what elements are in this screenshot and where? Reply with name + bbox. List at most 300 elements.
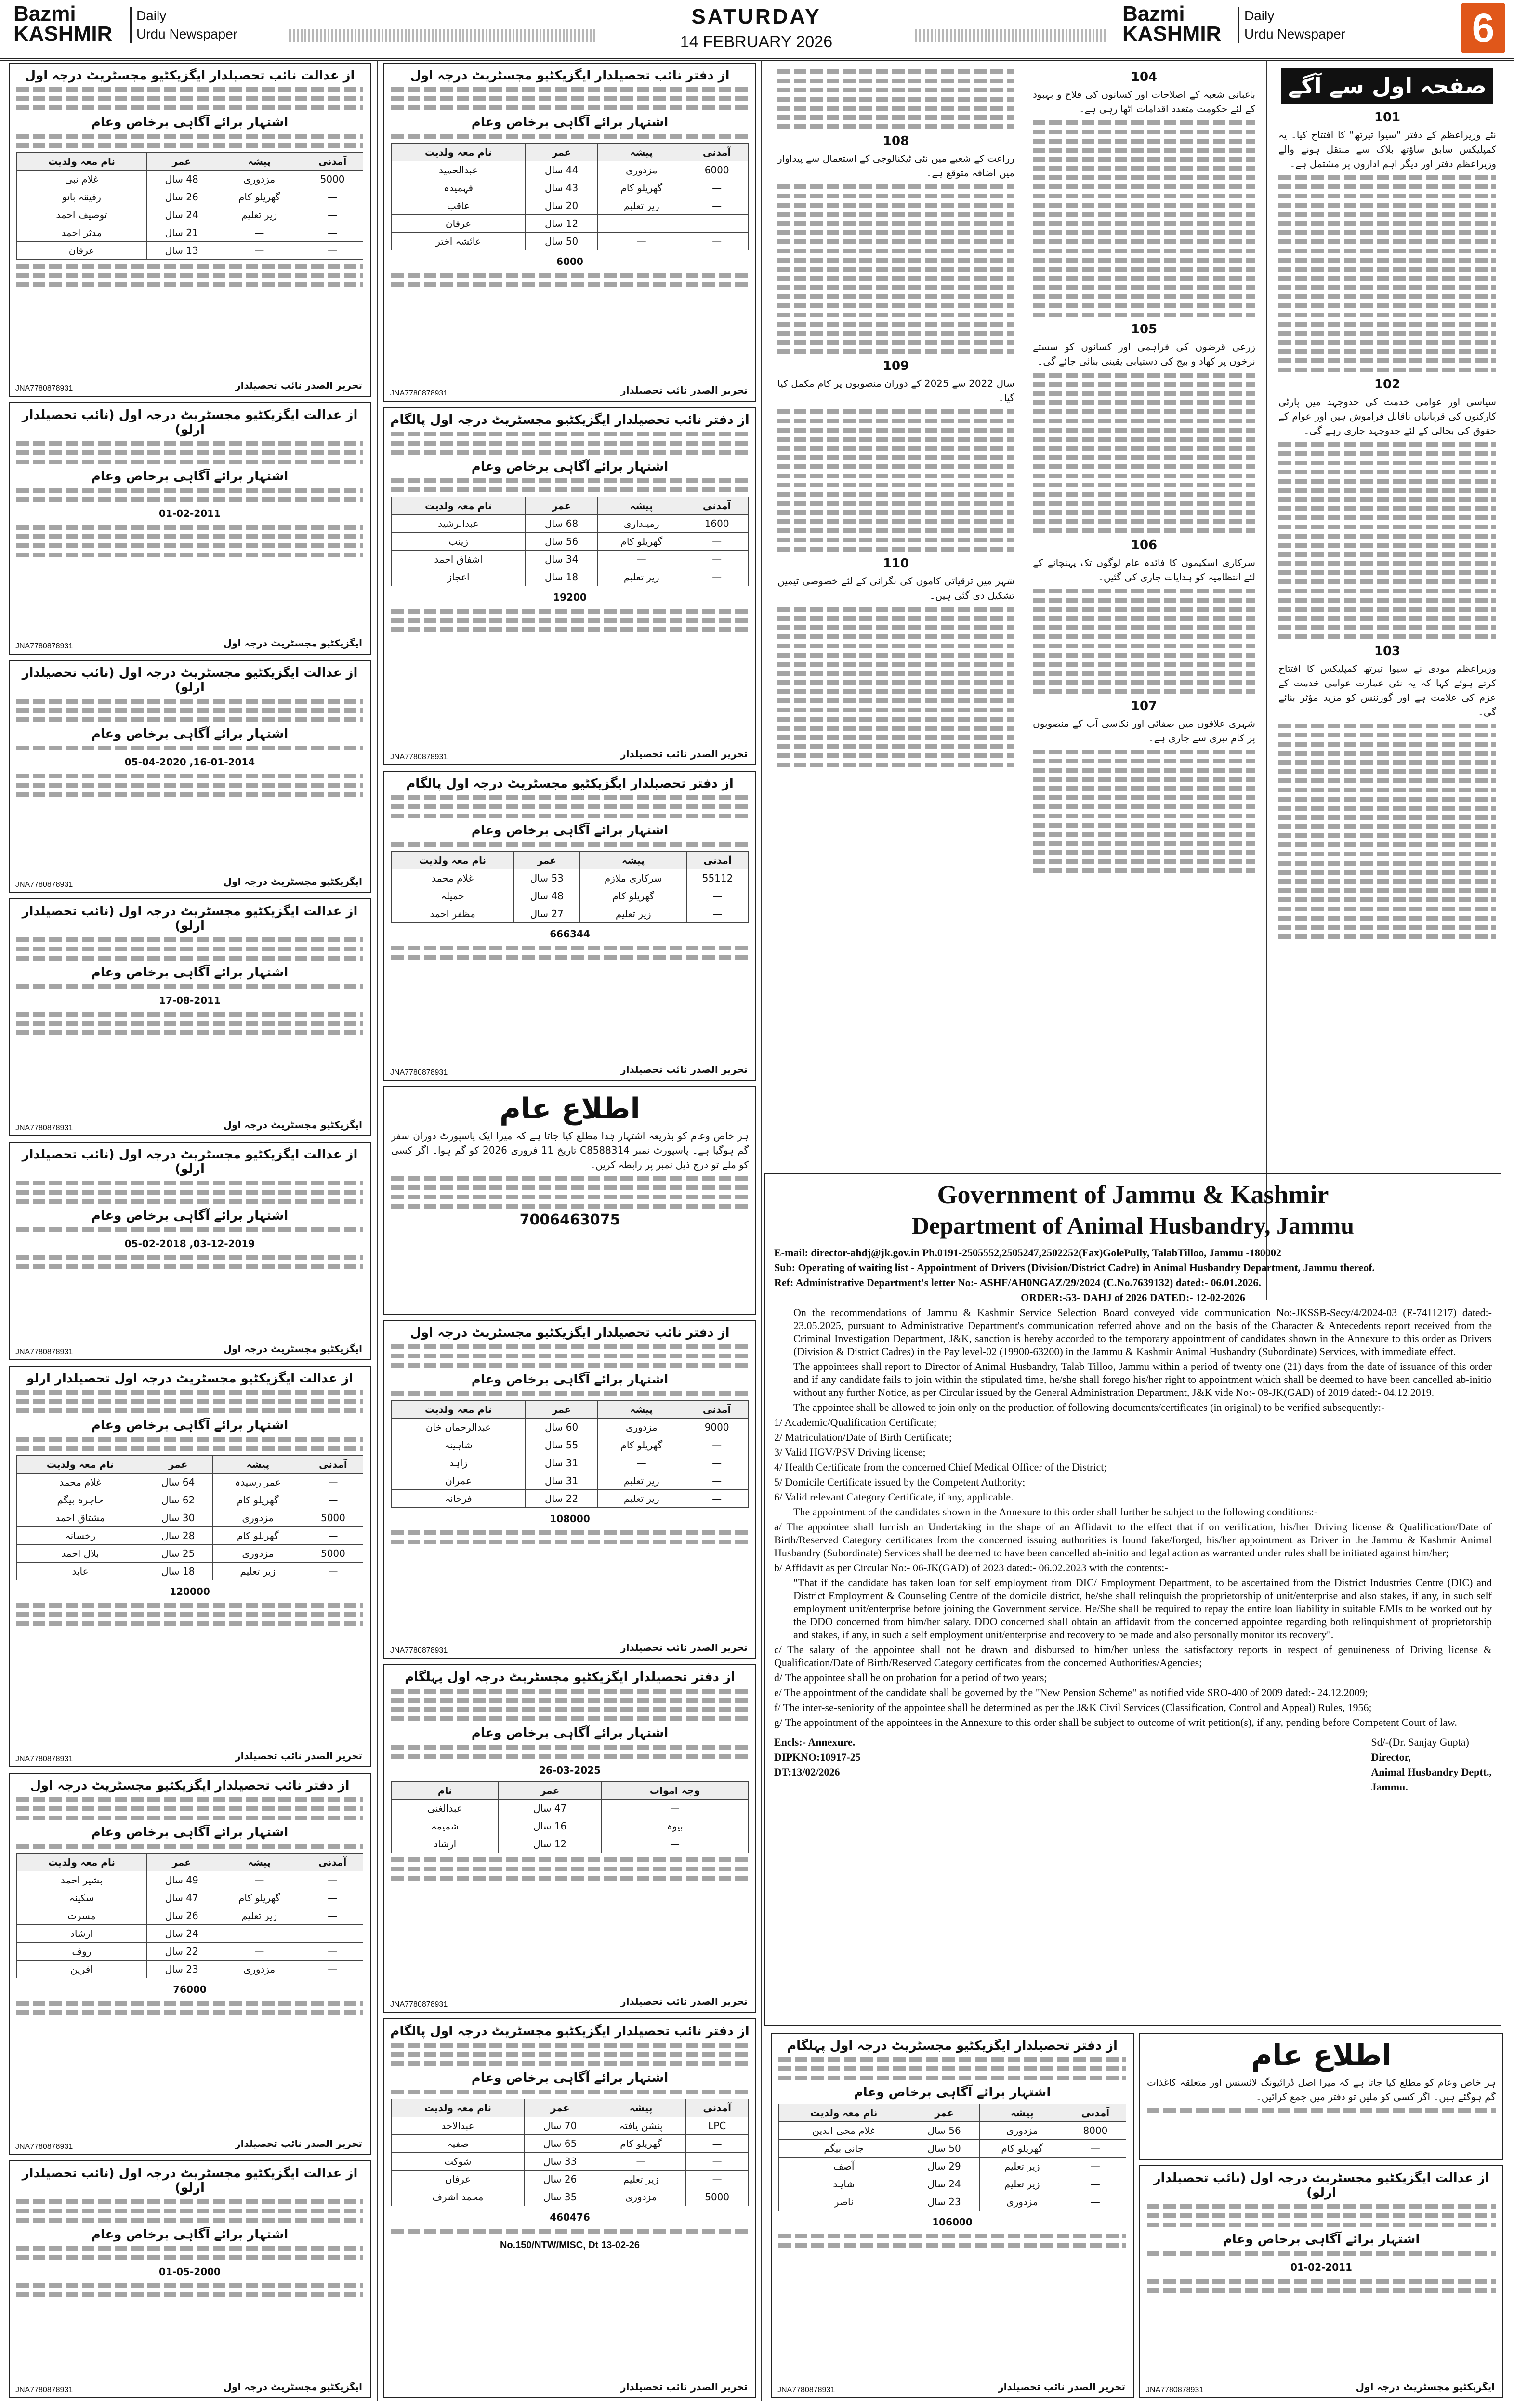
gov-paragraph: The appointment of the candidates shown in the Annexure to this order shall further be subject to the following conditions:- bbox=[793, 1506, 1318, 1518]
public-notice-box bbox=[383, 1086, 756, 1315]
notice-text-lines bbox=[778, 2057, 1126, 2080]
family-table bbox=[391, 2099, 749, 2206]
notice-title: از دفتر نائب تحصیلدار ایگزیکٹیو مجسٹریٹ درجہ اول پالگام bbox=[390, 413, 750, 427]
notice-text-lines bbox=[16, 525, 363, 557]
story-text-lines bbox=[1278, 724, 1496, 939]
notice-ref-number: No.150/NTW/MISC, Dt 13-02-26 bbox=[500, 2240, 640, 2250]
notice-text-lines bbox=[391, 134, 749, 139]
gov-dipk-number: DIPKNO:10917-25 bbox=[774, 1751, 861, 1763]
table-row: 5000 مزدوری 30 سال مشتاق احمد bbox=[17, 1509, 363, 1527]
page-number: 6 bbox=[1461, 3, 1505, 53]
public-notice-text: ہر خاص وعام کو مطلع کیا جاتا ہے کہ میرا اصل ڈرائیونگ لائسنس اور متعلقہ کاغذات گم ہوگئے ہیں۔ اگر کسی کو ملیں تو دفتر میں جمع کرائیں۔ bbox=[1147, 2077, 1496, 2103]
brand-tagline-right bbox=[1238, 7, 1345, 43]
front-page-continued bbox=[1272, 65, 1503, 1168]
notice-title: از دفتر تحصیلدار ایگزیکٹیو مجسٹریٹ درجہ اول پالگام bbox=[406, 776, 734, 791]
notice-amount: 106000 bbox=[932, 2216, 973, 2228]
notice-signature: تحریر الصدر نائب تحصیلدار bbox=[235, 380, 362, 391]
notice-text-lines bbox=[16, 2283, 363, 2297]
table-row: — زیر تعلیم 18 سال عابد bbox=[17, 1563, 363, 1580]
story-text: شہر میں ترقیاتی کاموں کی نگرانی کے لئے خصوصی ٹیمیں تشکیل دی گئی ہیں۔ bbox=[777, 575, 1014, 601]
table-header: آمدنی bbox=[685, 1401, 749, 1419]
family-table bbox=[391, 497, 749, 586]
notice-title: از عدالت ایگزیکٹیو مجسٹریٹ درجہ اول (نائب تحصیلدار ارلو) bbox=[1153, 2171, 1489, 2200]
notice-title: از دفتر تحصیلدار ایگزیکٹیو مجسٹریٹ درجہ اول پہلگام bbox=[787, 2039, 1118, 2053]
gov-condition: b/ Affidavit as per Circular No:- 06-JK(GAD) of 2023 dated:- 06.02.2023 with the contents:- bbox=[774, 1562, 1168, 1574]
story-text: سیاسی اور عوامی خدمت کی جدوجہد میں پارٹی کارکنوں کی قربانیاں ناقابل فراموش ہیں اور عوام کے حقوق کی بحالی کے لئے جدوجہد جاری رہے گی۔ bbox=[1278, 396, 1496, 436]
public-notice-title: اطلاع عام bbox=[499, 1092, 640, 1126]
notice-dates: 17-08-2011 bbox=[159, 995, 221, 1006]
brand-daily: Daily bbox=[136, 8, 167, 23]
notice-text-lines bbox=[391, 2043, 749, 2066]
story-text: وزیراعظم مودی نے سیوا تیرتھ کمپلیکس کا افتتاح کرتے ہوئے کہا کہ یہ نئی عمارت عوامی خدمت کے عزم کی علامت ہے اور گورننس کو مزید مؤثر بنائے گی۔ bbox=[1278, 663, 1496, 718]
story-number: 110 bbox=[882, 556, 909, 571]
notice-text-lines bbox=[16, 937, 363, 961]
family-table bbox=[391, 143, 749, 250]
gov-doc-item: 4/ Health Certificate from the concerned Chief Medical Officer of the District; bbox=[774, 1461, 1107, 1473]
notice-subtitle: اشتہار برائے آگاہی برخاص وعام bbox=[91, 469, 289, 484]
notice-text-lines bbox=[16, 441, 363, 464]
gov-doc-item: 6/ Valid relevant Category Certificate, if any, applicable. bbox=[774, 1491, 1014, 1503]
table-row: — — 24 سال ارشاد bbox=[17, 1925, 363, 1943]
notice-subtitle: اشتہار برائے آگاہی برخاص وعام bbox=[471, 2071, 669, 2085]
table-row: — — 33 سال شوکت bbox=[392, 2153, 749, 2171]
notice-text-lines bbox=[1147, 2251, 1496, 2256]
table-row: — — 50 سال عائشہ اختر bbox=[392, 233, 749, 250]
notice-dates: 01-02-2011 bbox=[1290, 2262, 1352, 2273]
table-header: نام معہ ولدیت bbox=[392, 852, 514, 869]
notice-text-lines bbox=[391, 1391, 749, 1396]
table-row: — گھریلو کام 50 سال جانی بیگم bbox=[779, 2140, 1126, 2158]
notice-ref: JNA7780878931 bbox=[15, 2386, 73, 2394]
notice-dates: 03-12-2019, 05-02-2018 bbox=[124, 1238, 255, 1250]
table-header: آمدنی bbox=[302, 153, 363, 171]
table-row: — گھریلو کام 56 سال زینب bbox=[392, 533, 749, 551]
notice-title: از دفتر تحصیلدار ایگزیکٹیو مجسٹریٹ درجہ اول پہلگام bbox=[405, 1670, 735, 1684]
notice-box bbox=[383, 2018, 756, 2398]
notice-subtitle: اشتہار برائے آگاہی برخاص وعام bbox=[471, 823, 669, 838]
notice-subtitle: اشتہار برائے آگاہی برخاص وعام bbox=[471, 1372, 669, 1387]
table-row: — عمر رسیدہ 64 سال غلام محمد bbox=[17, 1474, 363, 1491]
notice-text-lines bbox=[16, 2199, 363, 2223]
gov-paragraph: The appointees shall report to Director of Animal Husbandry, Talab Tilloo, Jammu within a period of twenty one (21) days from the date of issuance of this order and if any candidate fails to join within the stipulated time, he/she shall forego his/her right to appointment which shall be deemed to have been cancelled ab-initio without any further Notice, as per Circular issued by the General Administration Department, J&K vide No:- 08-JK(GAD) of 2019 dated:- 04.12.2019. bbox=[793, 1360, 1492, 1398]
story-text-lines bbox=[1033, 589, 1255, 694]
notice-signature: ایگزیکٹیو مجسٹریٹ درجہ اول bbox=[223, 637, 362, 649]
notice-box bbox=[383, 1664, 756, 2013]
table-header: نام معہ ولدیت bbox=[392, 497, 526, 515]
brand-daily-right: Daily bbox=[1244, 8, 1275, 23]
notice-amount: 76000 bbox=[173, 1984, 207, 1995]
notice-text-lines bbox=[16, 1227, 363, 1232]
table-row: — مزدوری 23 سال افرین bbox=[17, 1961, 363, 1978]
notice-ref: JNA7780878931 bbox=[15, 1124, 73, 1132]
table-header: نام معہ ولدیت bbox=[779, 2104, 909, 2122]
table-row: — گھریلو کام 26 سال رفیقہ بانو bbox=[17, 188, 363, 206]
story-number: 101 bbox=[1374, 110, 1401, 125]
table-row: — گھریلو کام 28 سال رخسانہ bbox=[17, 1527, 363, 1545]
notice-text-lines bbox=[391, 2229, 749, 2234]
notice-amount: 666344 bbox=[550, 928, 590, 940]
notice-box bbox=[383, 63, 756, 402]
brand-name-2: KASHMIR bbox=[13, 22, 113, 46]
notice-subtitle: اشتہار برائے آگاہی برخاص وعام bbox=[91, 727, 289, 741]
notice-dates: 26-03-2025 bbox=[539, 1764, 601, 1776]
table-row: LPC پنشن یافتہ 70 سال عبدالاحد bbox=[392, 2117, 749, 2135]
table-row: — زیر تعلیم 20 سال عاقب bbox=[392, 197, 749, 215]
story-text: شہری علاقوں میں صفائی اور نکاسی آب کے منصوبوں پر کام تیزی سے جاری ہے۔ bbox=[1033, 718, 1255, 744]
story-number: 109 bbox=[882, 359, 909, 373]
table-header: نام معہ ولدیت bbox=[392, 144, 526, 161]
story-text-lines bbox=[1278, 442, 1496, 639]
table-header: نام معہ ولدیت bbox=[392, 2099, 525, 2117]
notice-title: از عدالت نائب تحصیلدار ایگزیکٹیو مجسٹریٹ درجہ اول bbox=[25, 68, 355, 83]
notice-title: از عدالت ایگزیکٹیو مجسٹریٹ درجہ اول (نائب تحصیلدار ارلو) bbox=[22, 2166, 358, 2195]
family-table bbox=[16, 152, 363, 260]
table-row: 9000 مزدوری 60 سال عبدالرحمان خان bbox=[392, 1419, 749, 1436]
gov-title: Government of Jammu & Kashmir bbox=[937, 1180, 1329, 1209]
table-header: آمدنی bbox=[1065, 2104, 1126, 2122]
notice-box bbox=[9, 402, 371, 655]
notice-text-lines bbox=[16, 1012, 363, 1035]
table-header: عمر bbox=[526, 1401, 598, 1419]
notice-subtitle: اشتہار برائے آگاہی برخاص وعام bbox=[91, 1825, 289, 1840]
notice-ref: JNA7780878931 bbox=[15, 2143, 73, 2151]
brand-name-2-right: KASHMIR bbox=[1122, 22, 1222, 46]
gov-condition: e/ The appointment of the candidate shall be governed by the "New Pension Scheme" as notified vide SRO-400 of 2009 dated:- 24.12.2009; bbox=[774, 1686, 1368, 1698]
notice-subtitle: اشتہار برائے آگاہی برخاص وعام bbox=[1223, 2232, 1420, 2247]
notice-box bbox=[9, 1773, 371, 2155]
table-header: نام معہ ولدیت bbox=[17, 1854, 147, 1871]
news-column-a bbox=[771, 65, 1021, 1168]
column-rule bbox=[761, 60, 762, 2401]
table-header: نام معہ ولدیت bbox=[17, 153, 147, 171]
brand-urdu-newspaper: Urdu Newspaper bbox=[136, 26, 238, 41]
table-header: عمر bbox=[526, 144, 598, 161]
column-rule bbox=[1266, 60, 1267, 1300]
notice-text-lines bbox=[391, 1176, 749, 1209]
table-header: پیشہ bbox=[212, 1456, 303, 1474]
notice-signature: تحریر الصدر نائب تحصیلدار bbox=[620, 1996, 748, 2007]
table-row: 1600 زمینداری 68 سال عبدالرشید bbox=[392, 515, 749, 533]
brand-left bbox=[13, 4, 112, 44]
notice-amount: 6000 bbox=[556, 256, 583, 267]
brand-right bbox=[1122, 4, 1221, 44]
notice-text-lines bbox=[16, 488, 363, 502]
issue-day: SATURDAY bbox=[691, 5, 821, 28]
notice-text-lines bbox=[391, 795, 749, 818]
notice-signature: تحریر الصدر نائب تحصیلدار bbox=[620, 1642, 748, 1653]
notice-signature: ایگزیکٹیو مجسٹریٹ درجہ اول bbox=[223, 876, 362, 887]
story-number: 105 bbox=[1131, 322, 1158, 337]
notice-text-lines bbox=[16, 1844, 363, 1849]
gov-footer bbox=[774, 1734, 1492, 1795]
table-row: — گھریلو کام 62 سال حاجرہ بیگم bbox=[17, 1491, 363, 1509]
gov-dept-name: Animal Husbandry Deptt., bbox=[1371, 1766, 1492, 1778]
notice-signature: ایگزیکٹیو مجسٹریٹ درجہ اول bbox=[223, 1119, 362, 1131]
table-row: — زیر تعلیم 31 سال عمران bbox=[392, 1472, 749, 1490]
brand-name-1-right: Bazmi bbox=[1122, 2, 1185, 26]
public-notice-title: اطلاع عام bbox=[1251, 2039, 1392, 2072]
notice-title: از عدالت ایگزیکٹیو مجسٹریٹ درجہ اول (نائب تحصیلدار ارلو) bbox=[22, 904, 358, 933]
gov-subject: Sub: Operating of waiting list - Appointment of Drivers (Division/District Cadre) in Animal Husbandry Department, Jammu thereof. bbox=[774, 1262, 1375, 1274]
gov-reference: Ref: Administrative Department's letter No:- ASHF/AH0NGAZ/29/2024 (C.No.7639132) dated:- 06.01.2026. bbox=[774, 1276, 1261, 1289]
table-row: — گھریلو کام 65 سال صفیہ bbox=[392, 2135, 749, 2153]
gov-doc-item: 5/ Domicile Certificate issued by the Competent Authority; bbox=[774, 1476, 1026, 1488]
notice-amount: 120000 bbox=[170, 1586, 210, 1597]
story-text-lines bbox=[1278, 175, 1496, 372]
story-text: نئے وزیراعظم کے دفتر "سیوا تیرتھ" کا افتتاح کیا۔ یہ کمپلیکس سابق ساؤتھ بلاک سے منتقل ہونے والے وزیراعظم دفتر اور دیگر اہم اداروں پر مشتمل ہے۔ bbox=[1278, 129, 1496, 170]
table-row: — زیر تعلیم 24 سال توصیف احمد bbox=[17, 206, 363, 224]
table-header: آمدنی bbox=[685, 497, 749, 515]
table-row: — مزدوری 23 سال ناصر bbox=[779, 2193, 1126, 2211]
table-header: آمدنی bbox=[687, 852, 749, 869]
table-header: عمر bbox=[526, 497, 598, 515]
notice-ref: JNA7780878931 bbox=[390, 1068, 448, 1077]
family-table bbox=[391, 851, 749, 923]
story-number: 106 bbox=[1131, 538, 1158, 553]
notice-title: از عدالت ایگزیکٹیو مجسٹریٹ درجہ اول (نائب تحصیلدار ارلو) bbox=[22, 408, 358, 437]
table-row: 5000 مزدوری 35 سال محمد اشرف bbox=[392, 2188, 749, 2206]
table-row: — — 49 سال بشیر احمد bbox=[17, 1871, 363, 1889]
notice-text-lines bbox=[391, 1689, 749, 1721]
public-notice-box bbox=[1139, 2033, 1503, 2160]
family-table bbox=[16, 1853, 363, 1978]
table-header: پیشہ bbox=[598, 1401, 685, 1419]
gov-paragraph: On the recommendations of Jammu & Kashmir Service Selection Board conveyed vide communication No:-JKSSB-Secy/4/2024-03 (E-7411217) dated:- 23.05.2025, pursuant to Administrative Department's communication referred above and on the basis of the Character & Antecedents report received from the Criminal Investigation Department, J&K, sanction is hereby accorded to the temporary appointment of candidates shown in the Annexure to this order as Drivers (Division & District Cadres) in the Pay level-02 (19900-63200) in the Jammu & Kashmir Animal Husbandry (Subordinate) Services, with immediate effect. bbox=[793, 1306, 1492, 1357]
gov-doc-item: 2/ Matriculation/Date of Birth Certificate; bbox=[774, 1431, 952, 1443]
table-row: — زیر تعلیم 24 سال شاہد bbox=[779, 2175, 1126, 2193]
table-row: — 47 سال عبدالغنی bbox=[392, 1800, 749, 1817]
table-row: — گھریلو کام 48 سال جمیلہ bbox=[392, 887, 749, 905]
story-number: 108 bbox=[882, 134, 909, 148]
notice-text-lines bbox=[16, 984, 363, 989]
notice-signature: تحریر الصدر نائب تحصیلدار bbox=[620, 2381, 748, 2393]
table-header: نام bbox=[392, 1782, 499, 1800]
notice-ref: JNA7780878931 bbox=[390, 753, 448, 761]
table-row: — زیر تعلیم 29 سال آصف bbox=[779, 2158, 1126, 2175]
table-row: بیوہ 16 سال شمیمہ bbox=[392, 1817, 749, 1835]
notice-box bbox=[9, 1366, 371, 1767]
notice-ref: JNA7780878931 bbox=[15, 1755, 73, 1763]
table-header: پیشہ bbox=[596, 2099, 686, 2117]
notice-subtitle: اشتہار برائے آگاہی برخاص وعام bbox=[91, 965, 289, 980]
notice-amount: 19200 bbox=[553, 592, 587, 603]
notice-text-lines bbox=[16, 1181, 363, 1204]
story-number: 104 bbox=[1131, 70, 1158, 84]
notice-text-lines bbox=[16, 87, 363, 110]
table-row: — گھریلو کام 43 سال فہمیدہ bbox=[392, 179, 749, 197]
table-row: — — 21 سال مدثر احمد bbox=[17, 224, 363, 242]
gov-signatory: Sd/-(Dr. Sanjay Gupta) bbox=[1371, 1736, 1469, 1748]
table-row: — زیر تعلیم 22 سال فرحانہ bbox=[392, 1490, 749, 1508]
notice-text-lines bbox=[391, 2090, 749, 2094]
notice-title: از عدالت ایگزیکٹیو مجسٹریٹ درجہ اول (نائب تحصیلدار ارلو) bbox=[22, 1147, 358, 1176]
notice-text-lines bbox=[391, 87, 749, 110]
gov-doc-item: 1/ Academic/Qualification Certificate; bbox=[774, 1416, 937, 1428]
gov-condition-quote: "That if the candidate has taken loan for self employment from DIC/ Employment Department, to be ascertained from the District Industries Centre (DIC) and District Employment & Counseling Centre of the domicile district, he/she shall relinquish the proprietorship of unit/enterprise and also stakes, if any, in such self employment unit/enterprise before joining the Government service. He/She shall be required to repay the entire loan liability in suitable EMIs to be worked out by the DDO concerned from him/her salary. DDO concerned shall obtain an affidavit from the concerned appointee regarding both relinquishment of proprietorship and stakes, if any, in such a self employment unit/enterprise and recovery to be made and also personally monitor its recovery". bbox=[793, 1577, 1492, 1641]
table-header: عمر bbox=[499, 1782, 602, 1800]
notice-box bbox=[383, 1320, 756, 1659]
notice-text-lines bbox=[391, 609, 749, 632]
table-row: — — 34 سال اشفاق احمد bbox=[392, 551, 749, 568]
table-header: آمدنی bbox=[686, 2099, 749, 2117]
notice-box bbox=[9, 63, 371, 397]
gov-doc-item: 3/ Valid HGV/PSV Driving license; bbox=[774, 1446, 926, 1458]
table-header: عمر bbox=[146, 1854, 217, 1871]
notice-signature: تحریر الصدر نائب تحصیلدار bbox=[620, 384, 748, 396]
notice-signature: ایگزیکٹیو مجسٹریٹ درجہ اول bbox=[223, 1343, 362, 1355]
family-table bbox=[778, 2104, 1126, 2211]
notice-ref: JNA7780878931 bbox=[390, 389, 448, 397]
contact-number: 7006463075 bbox=[519, 1211, 620, 1228]
gov-paragraph: The appointee shall be allowed to join only on the production of following documents/certificates (in original) to be verified subsequently:- bbox=[793, 1401, 1385, 1413]
gov-condition: g/ The appointment of the appointees in the Annexure to this order shall be subject to outcome of writ petition(s), if any, pending before Competent Court of law. bbox=[774, 1716, 1457, 1728]
news-column-b bbox=[1026, 65, 1262, 1168]
gov-enclosures: Encls:- Annexure. bbox=[774, 1736, 856, 1748]
table-row: — زیر تعلیم 27 سال مظفر احمد bbox=[392, 905, 749, 923]
notice-ref: JNA7780878931 bbox=[15, 642, 73, 650]
notice-text-lines bbox=[16, 1603, 363, 1626]
notice-text-lines bbox=[391, 946, 749, 960]
table-row: 5000 مزدوری 25 سال بلال احمد bbox=[17, 1545, 363, 1563]
table-header: پیشہ bbox=[598, 497, 685, 515]
table-header: آمدنی bbox=[303, 1456, 363, 1474]
notice-text-lines bbox=[391, 1745, 749, 1759]
front-page-heading: صفحہ اول سے آگے bbox=[1281, 68, 1493, 104]
government-order bbox=[764, 1173, 1501, 2026]
notice-subtitle: اشتہار برائے آگاہی برخاص وعام bbox=[471, 460, 669, 474]
notice-subtitle: اشتہار برائے آگاہی برخاص وعام bbox=[91, 1418, 289, 1433]
story-text-lines bbox=[1033, 120, 1255, 317]
story-number: 102 bbox=[1374, 377, 1401, 392]
notice-title: از دفتر نائب تحصیلدار ایگزیکٹیو مجسٹریٹ درجہ اول bbox=[30, 1778, 350, 1793]
story-text-lines bbox=[777, 607, 1014, 767]
story-text: سرکاری اسکیموں کا فائدہ عام لوگوں تک پہنچانے کے لئے انتظامیہ کو ہدایات جاری کی گئیں۔ bbox=[1033, 557, 1255, 583]
gov-footer-left bbox=[774, 1734, 861, 1795]
gov-condition: f/ The inter-se-seniority of the appointee shall be determined as per the J&K Civil Services (Classification, Control and Appeal) Rules, 1956; bbox=[774, 1701, 1372, 1713]
notice-text-lines bbox=[16, 1255, 363, 1269]
notice-text-lines bbox=[391, 1344, 749, 1368]
story-number: 107 bbox=[1131, 699, 1158, 713]
notice-box bbox=[9, 2160, 371, 2398]
notice-ref: JNA7780878931 bbox=[1146, 2386, 1204, 2394]
notice-signature: تحریر الصدر نائب تحصیلدار bbox=[620, 1064, 748, 1075]
notice-subtitle: اشتہار برائے آگاہی برخاص وعام bbox=[471, 1726, 669, 1740]
notice-dates: 01-02-2011 bbox=[159, 508, 221, 519]
notice-box bbox=[771, 2033, 1134, 2398]
notice-title: از دفتر نائب تحصیلدار ایگزیکٹیو مجسٹریٹ درجہ اول bbox=[410, 1326, 730, 1340]
public-notice-text: ہر خاص وعام کو بذریعہ اشتہار ہٰذا مطلع کیا جاتا ہے کہ میرا ایک پاسپورٹ دوران سفر گم ہوگیا ہے۔ پاسپورٹ نمبر C8588314 تاریخ 11 فروری 2026 کو گم ہوا۔ اگر کسی کو ملے تو درج ذیل نمبر پر رابطہ کریں۔ bbox=[391, 1130, 749, 1171]
family-table bbox=[391, 1400, 749, 1508]
masthead bbox=[0, 0, 1514, 61]
table-row: — — 13 سال عرفان bbox=[17, 242, 363, 260]
notice-text-lines bbox=[1147, 2279, 1496, 2293]
notice-signature: تحریر الصدر نائب تحصیلدار bbox=[620, 748, 748, 760]
table-row: — زیر تعلیم 26 سال عرفان bbox=[392, 2171, 749, 2188]
family-table bbox=[16, 1455, 363, 1580]
notice-ref: JNA7780878931 bbox=[15, 1348, 73, 1356]
notice-text-lines bbox=[16, 264, 363, 287]
notice-text-lines bbox=[16, 1437, 363, 1451]
notice-box bbox=[1139, 2165, 1503, 2398]
table-header: پیشہ bbox=[217, 1854, 302, 1871]
notice-text-lines bbox=[16, 134, 363, 148]
gov-department: Department of Animal Husbandry, Jammu bbox=[911, 1212, 1355, 1239]
table-header: عمر bbox=[144, 1456, 212, 1474]
table-header: پیشہ bbox=[979, 2104, 1065, 2122]
story-number: 103 bbox=[1374, 644, 1401, 658]
gov-place: Jammu. bbox=[1371, 1781, 1408, 1793]
table-header: وجہ اموات bbox=[602, 1782, 749, 1800]
brand-name-1: Bazmi bbox=[13, 2, 76, 26]
story-text: سال 2022 سے 2025 کے دوران منصوبوں پر کام مکمل کیا گیا۔ bbox=[777, 378, 1014, 404]
story-text-lines bbox=[777, 409, 1014, 552]
notice-title: از عدالت ایگزیکٹیو مجسٹریٹ درجہ اول (نائب تحصیلدار ارلو) bbox=[22, 666, 358, 695]
gov-signatory-block bbox=[1371, 1734, 1492, 1795]
notice-signature: تحریر الصدر نائب تحصیلدار bbox=[235, 2138, 362, 2149]
table-header: آمدنی bbox=[685, 144, 749, 161]
header-decoration-left bbox=[289, 29, 597, 42]
gov-condition: c/ The salary of the appointee shall not be drawn and disbursed to him/her unless the satisfactory reports in respect of genuineness of Driving license & Qualification/Date of Birth/Reserved Category certificates from the concerned Authorities/Agencies; bbox=[774, 1644, 1492, 1669]
notice-box bbox=[383, 771, 756, 1081]
story-text: زرعی قرضوں کی فراہمی اور کسانوں کو سستے نرخوں پر کھاد و بیج کی دستیابی یقینی بنائی جائے گی۔ bbox=[1033, 341, 1255, 367]
notice-amount: 460476 bbox=[550, 2211, 590, 2223]
notice-subtitle: اشتہار برائے آگاہی برخاص وعام bbox=[91, 2227, 289, 2242]
notice-box bbox=[9, 660, 371, 893]
gov-designation: Director, bbox=[1371, 1751, 1411, 1763]
gov-condition: a/ The appointee shall furnish an Undertaking in the shape of an Affidavit to the effect that if on verification, his/her Driving license & Qualification/Date of Birth/Reserved Category certificates from the concerned issuing authorities is found fake/forged, his/her appointment as Driver in the Jammu & Kashmir Animal Husbandry (Subordinate) Services shall be deemed to have been cancelled ab-initio and legal action as warranted under rules shall be initiated against him/her; bbox=[774, 1521, 1492, 1559]
table-header: نام معہ ولدیت bbox=[392, 1401, 526, 1419]
notice-text-lines bbox=[1147, 2204, 1496, 2227]
gov-contact: E-mail: director-ahdj@jk.gov.in Ph.0191-2505552,2505247,2502252(Fax)GolePully, TalabTilloo, Jammu -180002 bbox=[774, 1247, 1281, 1259]
table-row: — گھریلو کام 55 سال شاہینہ bbox=[392, 1436, 749, 1454]
table-row: — زیر تعلیم 18 سال اعجاز bbox=[392, 568, 749, 586]
notice-text-lines bbox=[16, 2001, 363, 2015]
notice-dates: 01-05-2000 bbox=[159, 2266, 221, 2277]
story-text-lines bbox=[1033, 373, 1255, 533]
story-text-lines bbox=[1033, 750, 1255, 873]
notice-amount: 108000 bbox=[550, 1513, 590, 1525]
table-row: — — 22 سال روف bbox=[17, 1943, 363, 1961]
notice-text-lines bbox=[391, 432, 749, 455]
notice-text-lines bbox=[16, 1797, 363, 1820]
notice-signature: ایگزیکٹیو مجسٹریٹ درجہ اول bbox=[223, 2381, 362, 2393]
table-row: — — 31 سال زاہد bbox=[392, 1454, 749, 1472]
table-header: پیشہ bbox=[598, 144, 685, 161]
table-row: 5000 مزدوری 48 سال غلام نبی bbox=[17, 171, 363, 188]
table-header: پیشہ bbox=[580, 852, 687, 869]
table-header: عمر bbox=[909, 2104, 979, 2122]
notice-box bbox=[9, 1142, 371, 1360]
gov-condition: d/ The appointee shall be on probation for a period of two years; bbox=[774, 1671, 1047, 1684]
notice-box bbox=[383, 407, 756, 765]
notice-text-lines bbox=[16, 699, 363, 722]
gov-order-number: ORDER:-53- DAHJ of 2026 DATED:- 12-02-2026 bbox=[1021, 1291, 1245, 1303]
notice-signature: تحریر الصدر نائب تحصیلدار bbox=[235, 1750, 362, 1762]
story-text: باغبانی شعبہ کے اصلاحات اور کسانوں کی فلاح و بہبود کے لئے حکومت متعدد اقدامات اٹھا رہی ہے۔ bbox=[1033, 89, 1255, 115]
notice-ref: JNA7780878931 bbox=[390, 1646, 448, 1655]
table-row: — 12 سال ارشاد bbox=[392, 1835, 749, 1853]
notice-title: از عدالت ایگزیکٹیو مجسٹریٹ درجہ اول تحصیلدار ارلو bbox=[26, 1371, 354, 1386]
issue-date bbox=[602, 5, 910, 52]
notice-ref: JNA7780878931 bbox=[15, 384, 73, 393]
notice-text-lines bbox=[16, 1390, 363, 1413]
notice-text-lines bbox=[391, 273, 749, 287]
story-text-lines bbox=[777, 184, 1014, 354]
table-header: عمر bbox=[524, 2099, 596, 2117]
story-text-lines bbox=[777, 69, 1014, 129]
issue-date-text: 14 FEBRUARY 2026 bbox=[680, 33, 833, 51]
notice-text-lines bbox=[1147, 2108, 1496, 2113]
